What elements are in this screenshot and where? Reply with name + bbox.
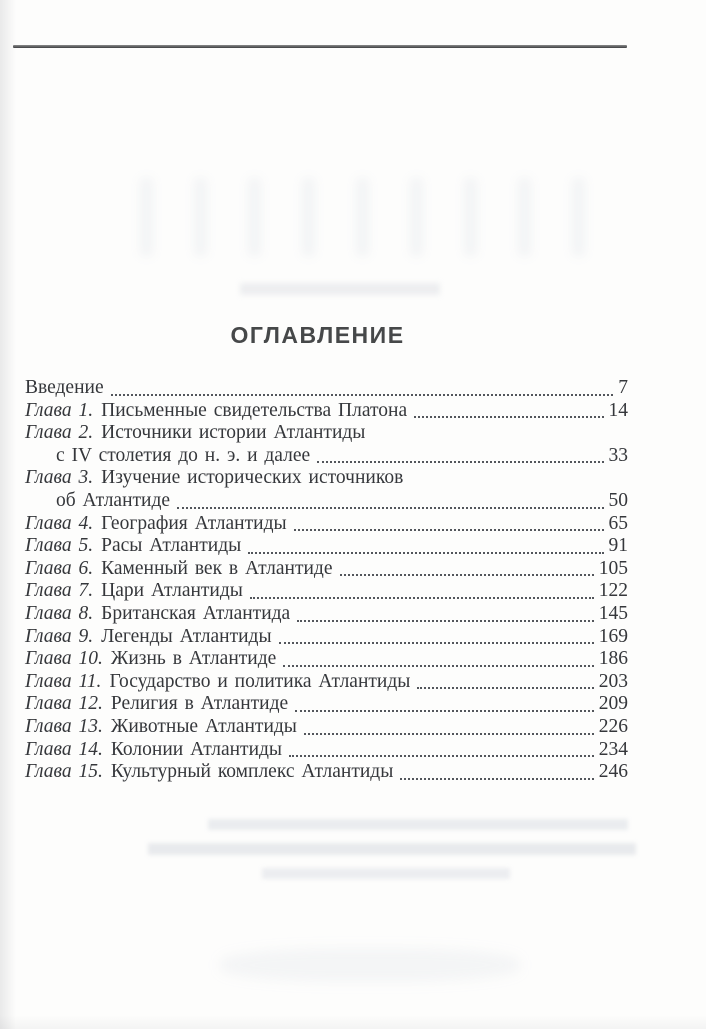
dot-leader (317, 461, 603, 463)
entry-title: Британская Атлантида (101, 602, 291, 624)
page-number: 145 (598, 602, 628, 624)
toc-entry (25, 467, 628, 512)
entry-title: Источники истории Атлантиды (101, 422, 366, 444)
page-number: 169 (598, 625, 628, 647)
entry-title: Животные Атлантиды (110, 715, 297, 737)
entry-title: География Атлантиды (101, 512, 287, 534)
entry-title-continuation: об Атлантиде (56, 489, 171, 511)
entry-title: Расы Атлантиды (101, 535, 242, 557)
chapter-label: Глава 14. (25, 738, 103, 760)
page-number: 203 (598, 670, 628, 692)
toc-entry (25, 400, 628, 423)
dot-leader (340, 574, 594, 576)
dot-leader (294, 529, 604, 531)
chapter-label: Глава 5. (25, 535, 94, 557)
chapter-label: Глава 8. (25, 602, 94, 624)
showthrough-ghost-imprint-line (148, 843, 636, 855)
page-number: 65 (608, 512, 628, 534)
toc-list (25, 377, 628, 784)
entry-title: Введение (25, 377, 104, 398)
entry-title: Каменный век в Атлантиде (101, 557, 333, 579)
entry-title: Легенды Атлантиды (101, 625, 272, 647)
entry-title: Религия в Атлантиде (110, 693, 289, 715)
entry-title: Цари Атлантиды (101, 580, 243, 602)
entry-title: Письменные свидетельства Платона (101, 399, 408, 421)
showthrough-ghost-imprint-line (262, 868, 510, 879)
entry-title: Колонии Атлантиды (110, 738, 283, 760)
chapter-label: Глава 13. (25, 715, 103, 737)
toc-entry (25, 693, 628, 716)
chapter-label: Глава 6. (25, 557, 94, 579)
toc-entry (25, 716, 628, 739)
page-number: 33 (608, 444, 628, 466)
page-number: 226 (598, 715, 628, 737)
dot-leader (304, 733, 594, 735)
dot-leader (279, 642, 594, 644)
showthrough-ghost-title (140, 178, 610, 256)
entry-title: Государство и политика Атлантиды (109, 670, 411, 692)
toc-entry (25, 580, 628, 603)
entry-title: Культурный комплекс Атлантиды (110, 761, 394, 783)
page-number: 91 (608, 535, 628, 557)
toc-entry (25, 558, 628, 581)
chapter-label: Глава 10. (25, 648, 103, 670)
page-number: 14 (608, 399, 628, 421)
page-number: 186 (598, 648, 628, 670)
entry-title-continuation: с IV столетия до н. э. и далее (56, 444, 311, 466)
dot-leader (283, 665, 593, 667)
chapter-label: Глава 1. (25, 399, 94, 421)
toc-entry (25, 761, 628, 784)
entry-title: Жизнь в Атлантиде (110, 648, 277, 670)
dot-leader (297, 620, 594, 622)
dot-leader (295, 710, 594, 712)
toc-entry (25, 671, 628, 694)
chapter-label: Глава 2. (25, 422, 94, 444)
toc-entry (25, 648, 628, 671)
showthrough-ghost-imprint-line (208, 819, 628, 830)
toc-entry (25, 739, 628, 762)
page-number: 234 (598, 738, 628, 760)
dot-leader (248, 552, 603, 554)
toc-entry (25, 535, 628, 558)
dot-leader (177, 507, 603, 509)
page-number: 7 (618, 377, 628, 398)
chapter-label: Глава 3. (25, 467, 94, 489)
chapter-label: Глава 15. (25, 761, 103, 783)
chapter-label: Глава 4. (25, 512, 94, 534)
page-number: 105 (598, 557, 628, 579)
page-number: 122 (598, 580, 628, 602)
page-number: 50 (608, 489, 628, 511)
chapter-label: Глава 9. (25, 625, 94, 647)
dot-leader (414, 416, 603, 418)
page-number: 246 (598, 761, 628, 783)
toc-entry (25, 603, 628, 626)
showthrough-ghost-subtitle (240, 283, 440, 295)
dot-leader (111, 394, 614, 396)
dot-leader (417, 687, 593, 689)
chapter-label: Глава 7. (25, 580, 94, 602)
entry-title: Изучение исторических источников (101, 467, 404, 489)
page-title: ОГЛАВЛЕНИЕ (230, 322, 405, 348)
chapter-label: Глава 12. (25, 693, 103, 715)
dot-leader (289, 755, 594, 757)
toc-entry (25, 513, 628, 536)
toc-entry (25, 422, 628, 467)
chapter-label: Глава 11. (25, 670, 102, 692)
showthrough-ghost-smudge (220, 948, 520, 982)
toc-entry (25, 626, 628, 649)
page-number: 209 (598, 693, 628, 715)
dot-leader (250, 597, 594, 599)
top-rule (13, 45, 627, 48)
toc-entry (25, 377, 628, 400)
dot-leader (400, 778, 593, 780)
